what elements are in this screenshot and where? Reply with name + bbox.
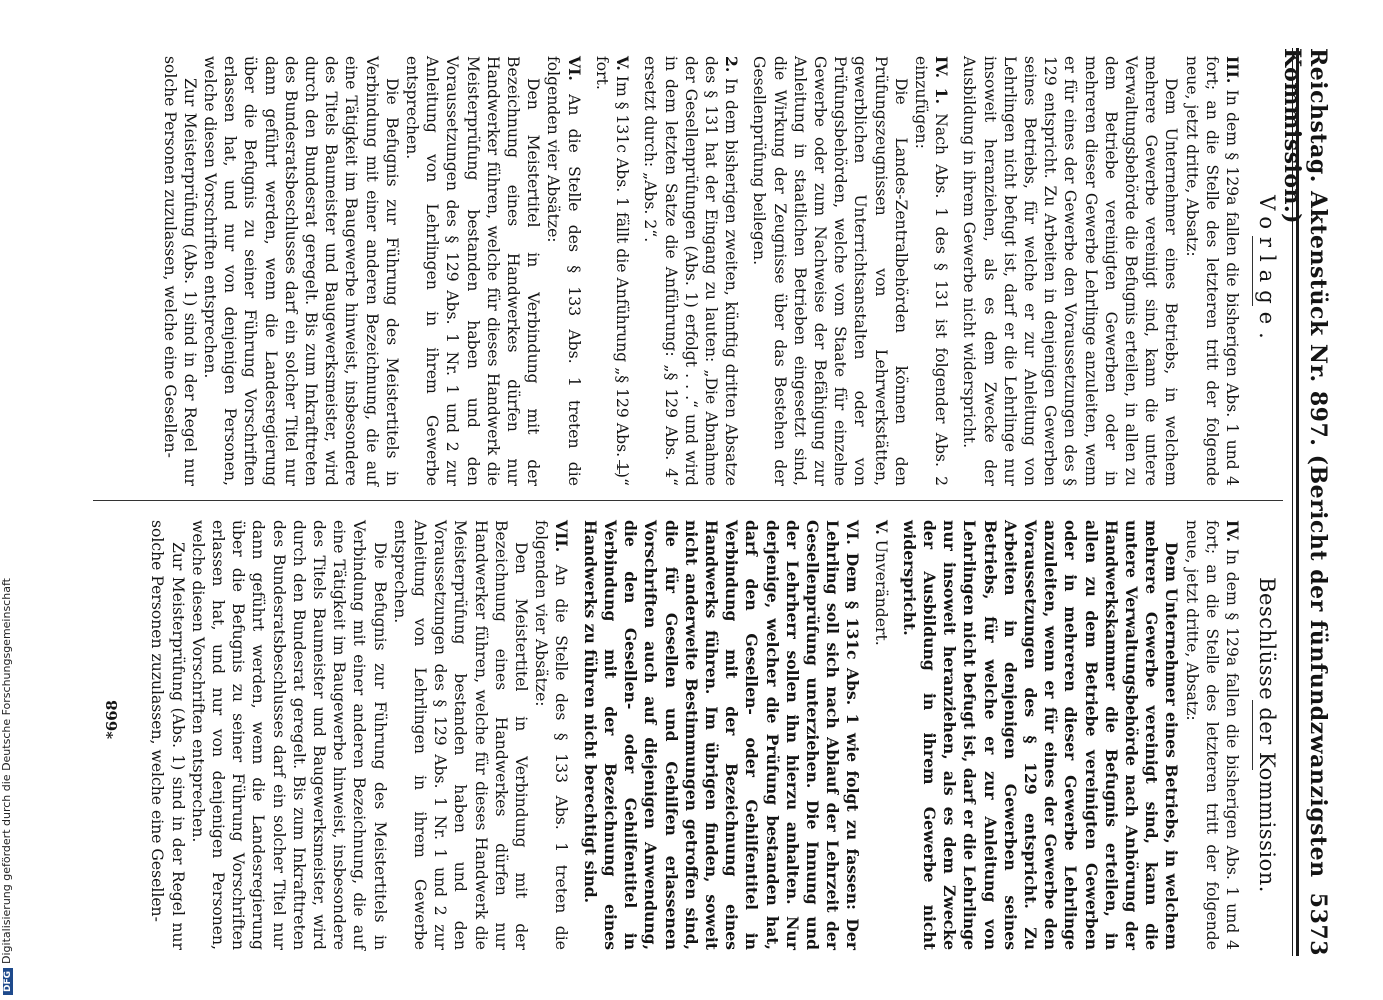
marginal-mark bbox=[619, 460, 620, 474]
paragraph-number: VI. bbox=[564, 56, 584, 81]
column-divider bbox=[93, 500, 1283, 501]
paragraph-text: Die Landes-Zentralbehörden können den Prüfungszeugnissen von Lehrwerkstätten, gewerblichen Unterrichtsanstalten oder von Prüfungsbehörden, welche vom Staate für einzelne Gewerbe oder zum Nachweise der Befähigung zur Anleitung in staatlichen Betrieben eingesetzt sind, die Wirkung der Zeugnisse über das Bestehen der Gesellenprüfung beilegen. bbox=[750, 56, 910, 486]
paragraph-text: An die Stelle des § 133 Abs. 1 treten die folgenden vier Absätze: bbox=[544, 56, 583, 486]
paragraph bbox=[580, 520, 863, 950]
paragraph bbox=[592, 56, 632, 486]
paragraph-number: V. bbox=[871, 520, 891, 535]
column-heading-beschluesse: Beschlüsse der Kommission. bbox=[1255, 577, 1279, 893]
paragraph-text: In dem bisherigen zweiten, künftig dritten Absatze des § 131 hat der Eingang zu lauten: „Die Abnahme der Gesellenprüfungen (Abs. 1) erfolgt . . .“ und wird in dem letzten Satze die Anführung: „§ 129 Abs. 4“ ersetzt durch: „Abs. 2“. bbox=[641, 56, 741, 486]
paragraph-text: Zur Meisterprüfung (Abs. 1) sind in der Regel nur solche Personen zuzulassen, welche eine Gesellen- bbox=[160, 56, 199, 486]
paragraph bbox=[899, 520, 1182, 950]
signature-mark: *668 bbox=[103, 700, 121, 740]
paragraph bbox=[640, 56, 741, 486]
paragraph bbox=[390, 520, 531, 950]
heading-rule bbox=[1252, 700, 1253, 770]
paragraph-list bbox=[159, 56, 1242, 486]
header-rule-thin bbox=[1292, 48, 1293, 956]
paragraph-text: An die Stelle des § 133 Abs. 1 treten die folgenden vier Absätze: bbox=[532, 520, 571, 950]
paragraph-number: VI. bbox=[843, 520, 863, 545]
paragraph-number: VII. bbox=[552, 520, 572, 553]
column-heading-vorlage: Vorlage. bbox=[1255, 195, 1279, 347]
page-number: 5373 bbox=[1305, 892, 1331, 956]
paragraph bbox=[200, 56, 402, 486]
running-head-title: Reichstag. Aktenstück Nr. 897. (Bericht der fünfundzwanzigsten Kommission.) bbox=[1279, 48, 1331, 878]
credit-text: Digitalisierung gefördert durch die Deutsche Forschungsgemeinschaft bbox=[0, 578, 13, 964]
heading-rule bbox=[1252, 236, 1253, 306]
header-rule bbox=[1296, 48, 1299, 956]
paragraph-text: In dem § 129a fallen die bisherigen Abs. 1 und 4 fort; an die Stelle des letzteren tritt der folgende neue, jetzt dritte, Absatz: bbox=[1182, 56, 1241, 486]
paragraph-text: Unverändert. bbox=[871, 539, 890, 646]
paragraph bbox=[959, 56, 1181, 486]
paragraph bbox=[147, 520, 187, 950]
paragraph bbox=[159, 56, 199, 486]
paragraph-number: 2. bbox=[722, 56, 742, 73]
column-beschluesse bbox=[147, 520, 1283, 950]
paragraph bbox=[870, 520, 890, 950]
paragraph-text: Den Meistertitel in Verbindung mit der Bezeichnung eines Handwerkes dürfen nur Handwerker führen, welche für dieses Handwerk die Meisterprüfung bestanden haben und den Voraussetzungen des § 129 Abs. 1 Nr. 1 und 2 zur Anleitung von Lehrlingen in ihrem Gewerbe entsprechen. bbox=[390, 520, 531, 950]
paragraph-list bbox=[147, 520, 1242, 950]
running-head bbox=[1279, 48, 1331, 956]
paragraph bbox=[1181, 56, 1242, 486]
paragraph-text: Den Meistertitel in Verbindung mit der Bezeichnung eines Handwerkes dürfen nur Handwerker führen, welche für dieses Handwerk die Meisterprüfung bestanden haben und den Voraussetzungen des § 129 Abs. 1 Nr. 1 und 2 zur Anleitung von Lehrlingen in ihrem Gewerbe entsprechen. bbox=[403, 56, 543, 486]
paragraph-text: Die Befugnis zur Führung des Meistertitels in Verbindung mit einer anderen Bezeichnung, die auf eine Tätigkeit im Baugewerbe hinweist, insbesondere des Titels Baumeister und Baugewerksmeister, wird durch den Bundesrat geregelt. Bis zum Inkrafttreten des Bundesratsbeschlusses darf ein solcher Titel nur dann geführt werden, wenn die Landesregierung über die Befugnis zu seiner Führung Vorschriften erlassen hat, und nur von denjenigen Personen, welche diesen Vorschriften entsprechen. bbox=[188, 520, 389, 950]
paragraph-number: IV. 1. bbox=[932, 56, 952, 105]
paragraph-number: IV. bbox=[1223, 520, 1242, 543]
paragraph-text: Dem Unternehmer eines Betriebs, in welchem mehrere Gewerbe vereinigt sind, kann die untere Verwaltungsbehörde nach Anhörung der Handwerkskammer die Befugnis erteilen, in allen zu dem Betriebe vereinigten Gewerben oder in mehreren dieser Gewerbe Lehrlinge anzuleiten, wenn er für eines der Gewerbe den Voraussetzungen des § 129 entspricht. Zu Arbeiten in denjenigen Gewerben seines Betriebs, für welche er zur Anleitung von Lehrlingen nicht befugt ist, darf er die Lehrlinge nur insoweit heranziehen, als es dem Zwecke der Ausbildung in ihrem Gewerbe nicht widerspricht. bbox=[899, 520, 1182, 950]
paragraph bbox=[402, 56, 543, 486]
paragraph bbox=[749, 56, 911, 486]
paragraph bbox=[531, 520, 571, 950]
paragraph bbox=[543, 56, 583, 486]
paragraph-text: Im § 131c Abs. 1 fällt die Anführung „§ 129 Abs. 1)“ fort. bbox=[592, 56, 632, 486]
column-vorlage bbox=[159, 56, 1283, 486]
paragraph-text: Dem § 131c Abs. 1 wie folgt zu fassen: Der Lehrling soll sich nach Ablauf der Lehrzeit der Gesellenprüfung unterziehen. Die Innung und der Lehrherr sollen ihn hierzu anhalten. Nur derjenige, welcher die Prüfung bestanden hat, darf den Gesellen- oder Gehilfentitel in Verbindung mit der Bezeichnung eines Handwerks führen. Im übrigen finden, soweit nicht anderweite Bestimmungen getroffen sind, die für Gesellen und Gehilfen erlassenen Vorschriften auch auf diejenigen Anwendung, die den Gesellen- oder Gehilfentitel in Verbindung mit der Bezeichnung eines Handwerks zu führen nicht berechtigt sind. bbox=[580, 520, 863, 950]
paragraph-number: V. bbox=[613, 56, 633, 71]
paragraph-text: Die Befugnis zur Führung des Meistertitels in Verbindung mit einer anderen Bezeichnung, die auf eine Tätigkeit im Baugewerbe hinweist, insbesondere des Titels Baumeister und Baugewerksmeister, wird durch den Bundesrat geregelt. Bis zum Inkrafttreten des Bundesratsbeschlusses darf ein solcher Titel nur dann geführt werden, wenn die Landesregierung über die Befugnis zu seiner Führung Vorschriften erlassen hat, und nur von denjenigen Personen, welche diesen Vorschriften entsprechen. bbox=[201, 56, 401, 486]
paragraph-number: III. bbox=[1223, 56, 1242, 84]
paragraph bbox=[1181, 520, 1242, 950]
paragraph bbox=[911, 56, 951, 486]
paragraph bbox=[188, 520, 390, 950]
paragraph-text: Dem Unternehmer eines Betriebs, in welchem mehrere Gewerbe vereinigt sind, kann die untere Verwaltungsbehörde die Befugnis erteilen, in allen zu dem Betriebe vereinigten Gewerben oder in mehreren dieser Gewerbe Lehrlinge anzuleiten, wenn er für eines der Gewerbe den Voraussetzungen des § 129 entspricht. Zu Arbeiten in denjenigen Gewerben seines Betriebs, für welche er zur Anleitung von Lehrlingen nicht befugt ist, darf er die Lehrlinge nur insoweit heranziehen, als es dem Zwecke der Ausbildung in ihrem Gewerbe nicht widerspricht. bbox=[960, 56, 1181, 486]
digitization-credit bbox=[0, 0, 14, 995]
paragraph-text: Zur Meisterprüfung (Abs. 1) sind in der Regel nur solche Personen zuzulassen, welche eine Gesellen- bbox=[148, 520, 187, 950]
paragraph-text: In dem § 129a fallen die bisherigen Abs. 1 und 4 fort; an die Stelle des letzteren tritt der folgende neue, jetzt dritte, Absatz: bbox=[1182, 520, 1241, 950]
dfg-logo: DFG bbox=[3, 968, 13, 995]
paragraph-text: Nach Abs. 1 des § 131 ist folgender Abs. 2 einzufügen: bbox=[911, 56, 951, 487]
